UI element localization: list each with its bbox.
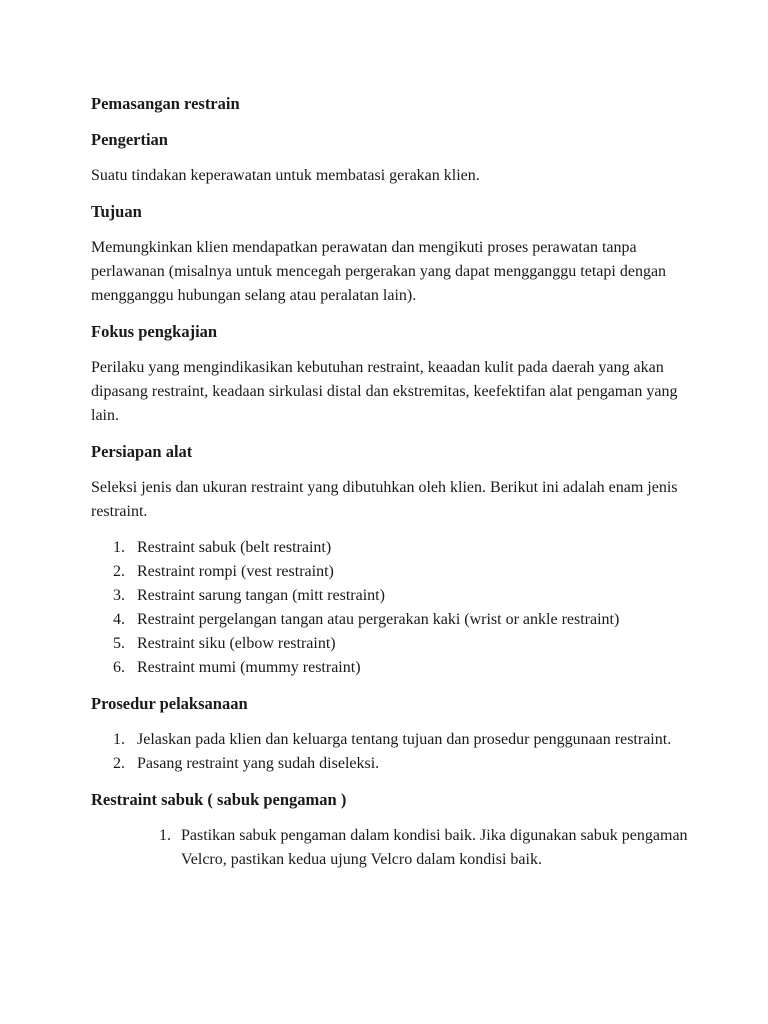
heading-fokus-pengkajian: Fokus pengkajian [91, 322, 218, 341]
paragraph-fokus-pengkajian: Perilaku yang mengindikasikan kebutuhan restraint, keaadan kulit pada daerah yang akan dipasang restraint, keadaan sirkulasi distal dan ekstremitas, keefektifan alat pengaman yang lain. [91, 359, 678, 424]
list-item: 4. Restraint pergelangan tangan atau pergerakan kaki (wrist or ankle restraint) [113, 611, 620, 628]
belt-restraint-list [91, 824, 691, 872]
list-item: 3. Restraint sarung tangan (mitt restraint) [113, 587, 385, 604]
list-item: 5. Restraint siku (elbow restraint) [113, 635, 336, 652]
list-item: 1. Jelaskan pada klien dan keluarga tentang tujuan dan prosedur penggunaan restraint. [113, 731, 672, 748]
list-item: 2. Pasang restraint yang sudah diseleksi. [113, 755, 380, 772]
procedure-list [91, 728, 691, 776]
paragraph-persiapan-alat: Seleksi jenis dan ukuran restraint yang dibutuhkan oleh klien. Berikut ini adalah enam jenis restraint. [91, 479, 678, 520]
list-item: 1. Restraint sabuk (belt restraint) [113, 539, 332, 556]
heading-tujuan: Tujuan [91, 202, 142, 221]
heading-prosedur-pelaksanaan: Prosedur pelaksanaan [91, 694, 248, 713]
list-item: 6. Restraint mumi (mummy restraint) [113, 659, 361, 676]
document-title: Pemasangan restrain [91, 94, 240, 113]
list-item: 2. Restraint rompi (vest restraint) [113, 563, 334, 580]
heading-persiapan-alat: Persiapan alat [91, 442, 193, 461]
heading-restraint-sabuk: Restraint sabuk ( sabuk pengaman ) [91, 790, 347, 809]
paragraph-pengertian: Suatu tindakan keperawatan untuk membatasi gerakan klien. [91, 167, 480, 184]
list-item: 1. Pastikan sabuk pengaman dalam kondisi baik. Jika digunakan sabuk pengaman Velcro, pastikan kedua ujung Velcro dalam kondisi baik. [159, 827, 688, 868]
document-page [91, 92, 691, 884]
heading-pengertian: Pengertian [91, 130, 168, 149]
restraint-types-list [91, 536, 691, 680]
paragraph-tujuan: Memungkinkan klien mendapatkan perawatan dan mengikuti proses perawatan tanpa perlawanan (misalnya untuk mencegah pergerakan yang dapat mengganggu tetapi dengan mengganggu hubungan selang atau peralatan lain). [91, 239, 667, 304]
